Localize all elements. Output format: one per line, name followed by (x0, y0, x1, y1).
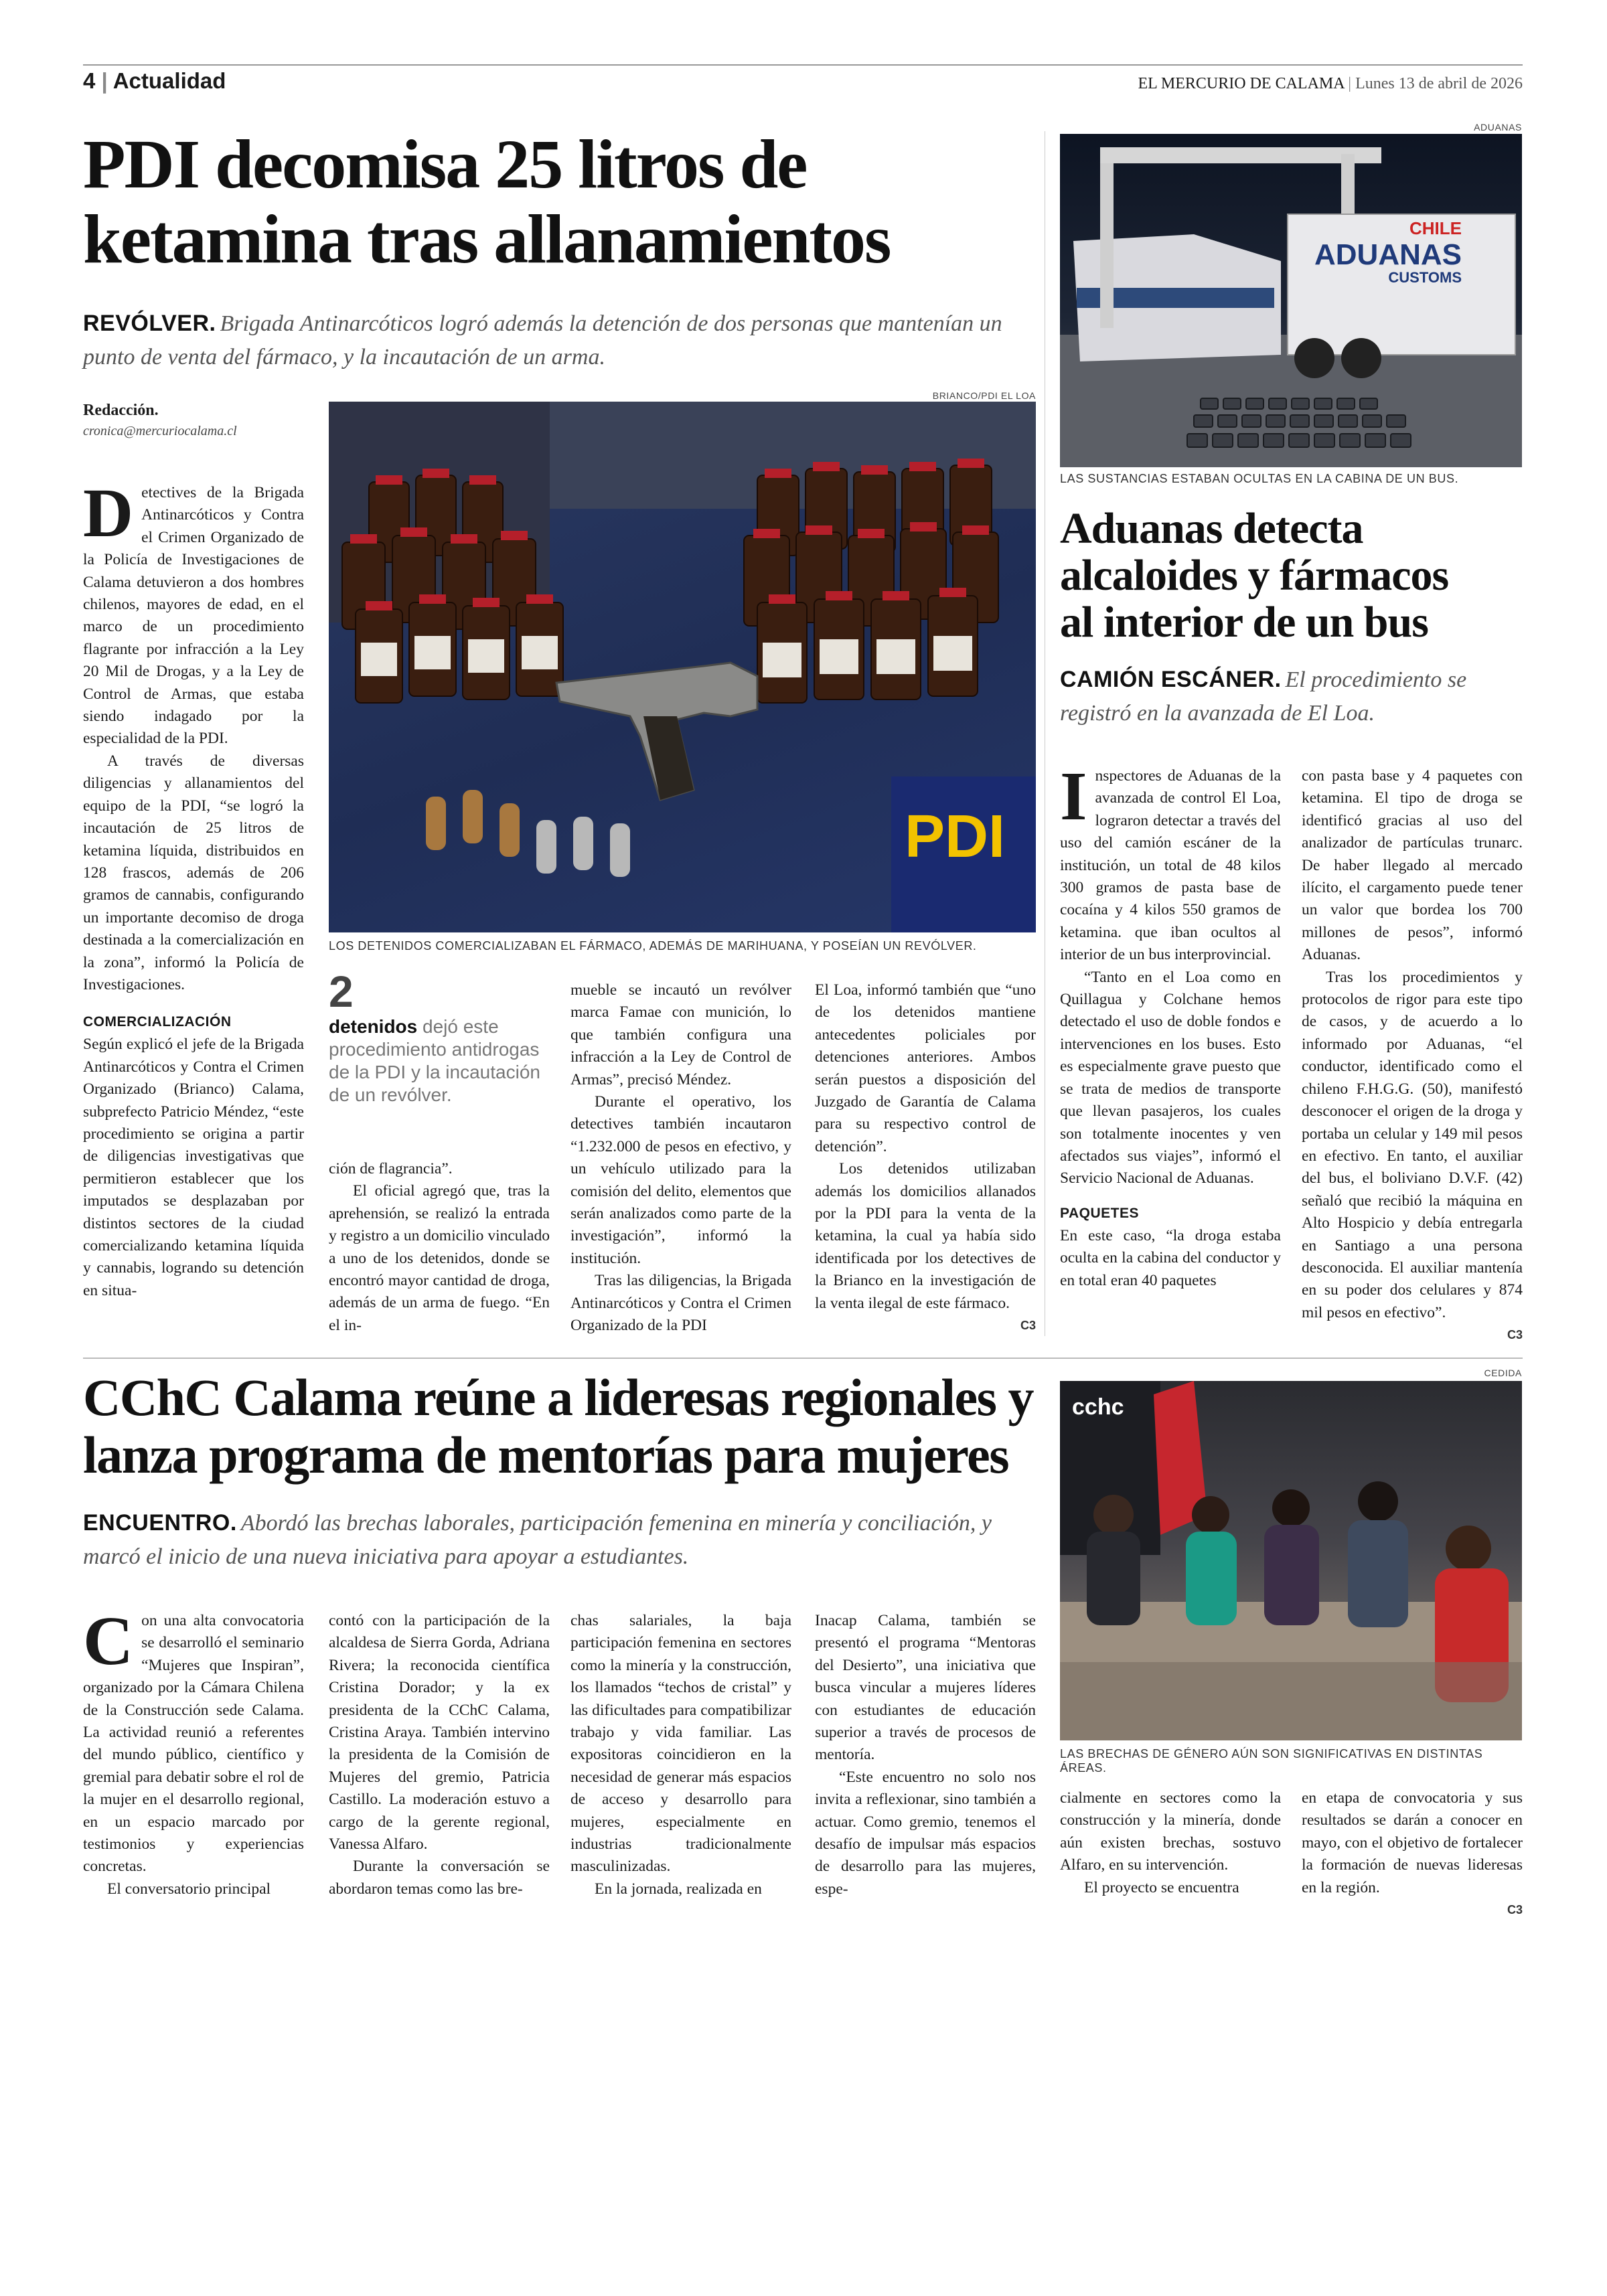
issue-date: Lunes 13 de abril de 2026 (1355, 75, 1523, 92)
photo1-credit: BRIANCO/PDI EL LOA (932, 390, 1036, 401)
speaker-3 (1264, 1489, 1319, 1625)
stat-box: 2 detenidos dejó este procedimiento antidrogas de la PDI y la incautación de un revólver. (329, 967, 550, 1106)
photo3-credit: CEDIDA (1484, 1368, 1522, 1378)
article1-headline: PDI decomisa 25 litros de ketamina tras allanamientos (83, 126, 891, 278)
photo2-drawing (1060, 134, 1522, 467)
page-header: 4 | Actualidad EL MERCURIO DE CALAMA | Lunes 13 de abril de 2026 (83, 64, 1523, 98)
subheading-paquetes: PAQUETES (1060, 1205, 1139, 1221)
article2-column2: con pasta base y 4 paquetes con ketamina. El tipo de droga se identificó gracias al uso del analizador de partículas trunarc. De haber llegado al mercado ilícito, el cargamento puede tener un valor que bordea los 700 millones de pesos”, informó Aduanas. Tras los procedimientos y protocolos de rigor para este tipo de casos, y de acuerdo a lo informado por Aduanas, “el conductor, identificado como el chileno F.H.G.G. (50), manifestó desconocer el origen de la droga y portaba un celular y 149 mil pesos en efectivo. En tanto, el auxiliar del bus, el boliviano D.V.F. (42) señaló que recibió la máquina en Alto Hospicio y debía entregarla en Santiago a una persona desconocida. El auxiliar mantenía en su poder dos celulares y 874 mil pesos en efectivo”. C3 (1302, 765, 1523, 1347)
article1-kicker: REVÓLVER. Brigada Antinarcóticos logró además la detención de dos personas que mantenían un punto de venta del fármaco, y la incautación de un arma. (83, 311, 1002, 370)
speaker-2 (1186, 1496, 1237, 1625)
article3-column2: contó con la participación de la alcaldesa de Sierra Gorda, Adriana Rivera; la reconocida científica Cristina Dorador; y la ex presidenta de la CChC Calama, Cristina Araya. También intervino la presidenta de la Comisión de Mujeres del gremio, Patricia Castillo. La moderación estuvo a cargo de la gerente regional, Vanessa Alfaro. Durante la conversación se abordaron temas como las bre- (329, 1612, 550, 1898)
article3-headline: CChC Calama reúne a lideresas regionales y lanza programa de mentorías para mujeres (83, 1368, 1033, 1484)
photo2-credit: ADUANAS (1474, 122, 1522, 133)
end-mark: C3 (1016, 1319, 1036, 1333)
svg-text:cchc: cchc (1072, 1394, 1124, 1420)
article2-headline: Aduanas detecta alcaloides y fármacos al interior de un bus (1060, 504, 1449, 647)
subheading-comercializacion: COMERCIALIZACIÓN (83, 1014, 232, 1030)
article3-column6: en etapa de convocatoria y sus resultados se darán a conocer en mayo, con el objetivo de fortalecer la formación de nuevas lideresas en la región. C3 (1302, 1787, 1523, 1921)
photo-cchc-seminar (1060, 1381, 1522, 1740)
photo3-caption: LAS BRECHAS DE GÉNERO AÚN SON SIGNIFICATIVAS EN DISTINTAS ÁREAS. (1060, 1747, 1483, 1775)
stat-number: 2 (329, 967, 354, 1016)
article2-column1: Inspectores de Aduanas de la avanzada de control El Loa, lograron detectar a través del uso del camión escáner de la institución, un total de 48 kilos 300 gramos de pasta base de cocaína y 4 kilos 550 gramos de ketamina. que iban ocultos al interior de un bus interprovincial. “Tanto en el Loa como en Quillagua y Colchane hemos detectado el uso de doble fondos e intervenciones en los buses. Esto es especialmente grave puesto que se trata de medios de transporte que llevan pasajeros, los cuales son totalmente inocentes y ven afectados sus viajes”, informó el Servicio Nacional de Aduanas. PAQUETES En este caso, “la droga estaba oculta en la cabina del conductor y en total eran 40 paquetes (1060, 758, 1281, 1289)
article3-kicker: ENCUENTRO. Abordó las brechas laborales, participación femenina en minería y conciliación, y marcó el inicio de una nueva iniciativa para apoyar a estudiantes. (83, 1510, 992, 1569)
article1-byline: Redacción. cronica@mercuriocalama.cl (83, 402, 237, 438)
photo1-caption: LOS DETENIDOS COMERCIALIZABAN EL FÁRMACO, ADEMÁS DE MARIHUANA, Y POSEÍAN UN REVÓLVER. (329, 939, 977, 953)
section-name: Actualidad (112, 68, 226, 93)
photo2-caption: LAS SUSTANCIAS ESTABAN OCULTAS EN LA CABINA DE UN BUS. (1060, 472, 1459, 485)
speaker-1 (1087, 1495, 1140, 1625)
article1-column4: El Loa, informó también que “uno de los detenidos mantiene antecedentes policiales por detenciones anteriores. Ambos serán puestos a disposición del Juzgado de Garantía de Calama para su respectivo control de detención”. Los detenidos utilizaban además los domicilios allanados por la PDI para la venta de la ketamina, la cual ya había sido identificada por los detectives de la Brianco en la investigación de la venta ilegal de este fármaco. C3 (815, 979, 1036, 1337)
svg-text:CHILE: CHILE (1409, 218, 1462, 238)
article1-column3: mueble se incautó un revólver marca Famae con munición, lo que también configura una infracción a la Ley de Control de Armas”, precisó Méndez. Durante el operativo, los detectives también incautaron “1.232.000 de pesos en efectivo, y un vehículo utilizado para la comisión del delito, elementos que serán analizados como parte de la investigación”, informó la institución. Tras las diligencias, la Brigada Antinarcóticos y Contra el Crimen Organizado de la PDI (570, 981, 791, 1335)
article2-kicker: CAMIÓN ESCÁNER. El procedimiento se registró en la avanzada de El Loa. (1060, 667, 1467, 726)
svg-text:CUSTOMS: CUSTOMS (1388, 269, 1462, 286)
pdi-box (891, 776, 1036, 932)
dropcap: D (83, 475, 134, 552)
photo3-drawing (1060, 1381, 1522, 1740)
article3-column1: Con una alta convocatoria se desarrolló el seminario “Mujeres que Inspiran”, organizado por la Cámara Chilena de la Construcción sede Calama. La actividad reunió a referentes del mundo público, científico y gremial para debatir sobre el rol de la mujer en el desarrollo regional, en un espacio marcado por testimonios y experiencias concretas. El conversatorio principal (83, 1603, 304, 1898)
photo1-drawing (329, 402, 1036, 932)
stat-label: detenidos (329, 1016, 418, 1037)
svg-text:PDI: PDI (905, 803, 1006, 870)
bottle-group-right (744, 459, 998, 703)
article1-column1: Detectives de la Brigada Antinarcóticos y Contra el Crimen Organizado de la Policía de Investigaciones de Calama detuvieron a dos hombres chilenos, mayores de edad, en el marco de un procedimiento flagrante por infracción a la Ley 20 Mil de Drogas, y a la Ley de Control de Armas, que estaba siendo indagado por la especialidad de la PDI. A través de diversas diligencias y allanamientos del equipo de la PDI, “se logró la incautación de 25 litros de ketamina líquida, distribuidos en 128 frascos, además de 206 gramos de cannabis, configurando un importante decomiso de droga destinada a la comercialización en la zona”, informó la Policía de Investigaciones. COMERCIALIZACIÓN Según explicó el jefe de la Brigada Antinarcóticos y Contra el Crimen Organizado (Brianco) Calama, subprefecto Patricio Méndez, “este procedimiento se origina a partir de diligencias investigativas que permitieron establecer que los imputados se desplazaban por distintos sectores de la ciudad comercializando ketamina líquida y cannabis, logrando su detención en situa- (83, 475, 304, 1299)
page-number: 4 (83, 68, 96, 93)
dropcap: C (83, 1603, 134, 1679)
speaker-4 (1348, 1481, 1408, 1627)
article1-column2: ción de flagrancia”. El oficial agregó que, tras la aprehensión, se realizó la entrada y registro a un domicilio vinculado a uno de los detenidos, donde se encontró mayor cantidad de droga, además de un arma de fuego. “En el in- (329, 1160, 550, 1334)
revolver (556, 663, 757, 800)
article3-column3: chas salariales, la baja participación femenina en sectores como la minería y la construcción, los llamados “techos de cristal” y las dificultades para compatibilizar trabajo y vida familiar. Las expositoras coincidieron en la necesidad de generar más espacios de acceso y desarrollo para mujeres, especialmente en industrias tradicionalmente masculinizadas. En la jornada, realizada en (570, 1612, 791, 1898)
article3-column5: cialmente en sectores como la construcción y la minería, donde aún existen brechas, sostuvo Alfaro, en su intervención. El proyecto se encuentra (1060, 1789, 1281, 1896)
newspaper-name: EL MERCURIO DE CALAMA (1138, 75, 1345, 92)
svg-text:ADUANAS: ADUANAS (1314, 238, 1462, 271)
dropcap: I (1060, 758, 1087, 835)
photo-ketamine-revolver (329, 402, 1036, 932)
photo-customs-truck (1060, 134, 1522, 467)
section-divider (83, 1358, 1523, 1359)
end-mark: C3 (1503, 1328, 1523, 1342)
end-mark: C3 (1503, 1903, 1523, 1917)
bullets (426, 790, 630, 877)
author-email[interactable]: cronica@mercuriocalama.cl (83, 424, 237, 438)
article3-column4: Inacap Calama, también se presentó el programa “Mentoras del Desierto”, una iniciativa que busca vincular a mujeres líderes con estudiantes de educación superior a través de procesos de mentoría. “Este encuentro no solo nos invita a reflexionar, sino también a actuar. Como gremio, tenemos el desafío de impulsar más espacios de desarrollo para las mujeres, espe- (815, 1612, 1036, 1898)
